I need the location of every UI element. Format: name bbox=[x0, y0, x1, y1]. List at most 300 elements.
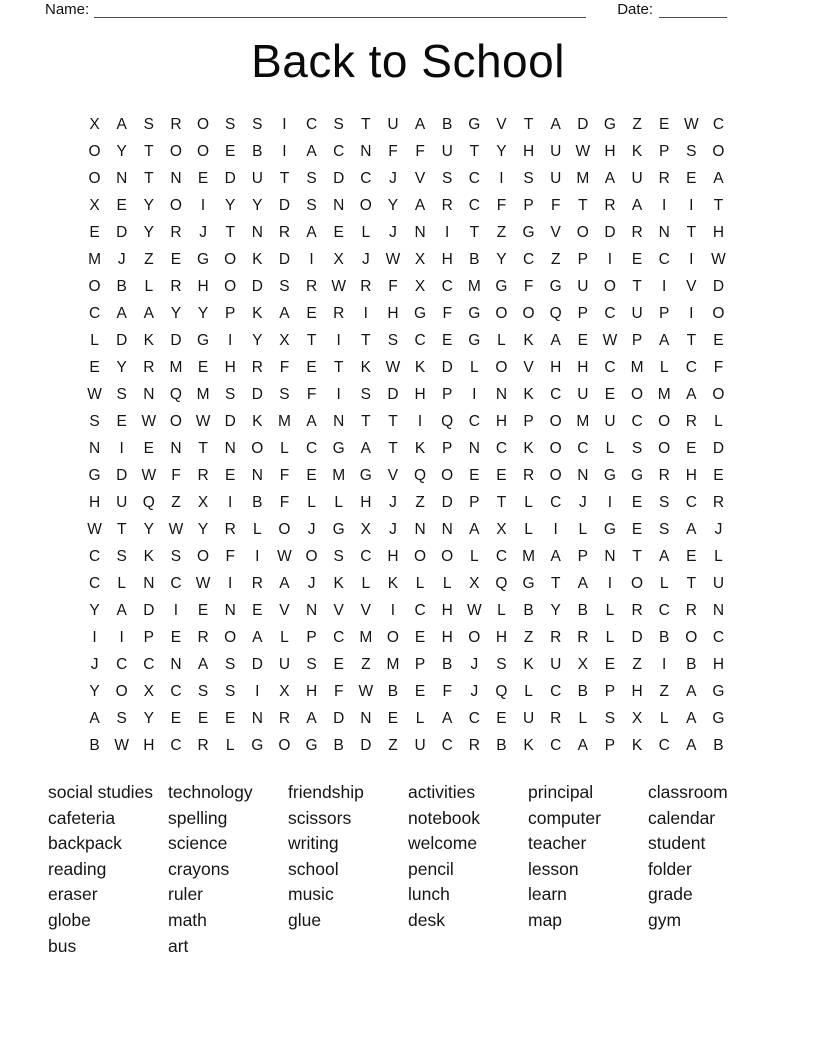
grid-letter: B bbox=[387, 682, 399, 700]
word-list-item: learn bbox=[528, 884, 567, 905]
grid-letter: A bbox=[469, 520, 480, 538]
grid-letter: B bbox=[686, 655, 697, 673]
grid-letter: M bbox=[576, 412, 590, 430]
grid-letter: H bbox=[387, 304, 399, 322]
grid-letter: A bbox=[659, 331, 670, 349]
grid-letter: R bbox=[522, 466, 535, 484]
grid-letter: Y bbox=[252, 331, 263, 349]
grid-letter: P bbox=[631, 331, 643, 349]
grid-letter: G bbox=[251, 736, 264, 754]
grid-letter: I bbox=[662, 196, 667, 214]
grid-letter: R bbox=[550, 628, 562, 646]
grid-letter: E bbox=[116, 196, 127, 214]
grid-letter: K bbox=[523, 655, 534, 673]
grid-letter: D bbox=[251, 277, 263, 295]
grid-letter: D bbox=[441, 358, 453, 376]
grid-letter: J bbox=[307, 574, 316, 592]
grid-letter: S bbox=[116, 709, 127, 727]
word-list-column bbox=[48, 780, 168, 959]
grid-letter: H bbox=[604, 142, 616, 160]
word-list-item: science bbox=[168, 833, 228, 854]
grid-letter: F bbox=[306, 385, 317, 403]
grid-letter: A bbox=[116, 115, 127, 133]
grid-letter: V bbox=[523, 358, 534, 376]
grid-letter: F bbox=[388, 142, 398, 160]
grid-letter: Y bbox=[197, 520, 209, 538]
grid-letter: W bbox=[358, 682, 374, 700]
grid-letter: C bbox=[333, 142, 345, 160]
grid-letter: E bbox=[713, 331, 724, 349]
date-label: Date: bbox=[617, 1, 654, 18]
grid-letter: S bbox=[197, 682, 209, 700]
grid-letter: Z bbox=[415, 493, 425, 511]
grid-letter: O bbox=[549, 412, 562, 430]
grid-letter: A bbox=[197, 655, 209, 673]
grid-letter: Y bbox=[170, 304, 182, 322]
grid-letter: Q bbox=[142, 493, 155, 511]
word-list-item: welcome bbox=[408, 833, 478, 854]
grid-letter: Y bbox=[89, 682, 100, 700]
grid-letter: L bbox=[605, 439, 615, 457]
grid-letter: R bbox=[278, 223, 291, 241]
grid-letter: G bbox=[712, 682, 725, 700]
grid-letter: L bbox=[659, 574, 669, 592]
grid-letter: L bbox=[307, 493, 316, 511]
grid-letter: X bbox=[577, 655, 588, 673]
grid-letter: O bbox=[169, 412, 182, 430]
word-list-item: eraser bbox=[48, 884, 98, 905]
grid-letter: D bbox=[116, 331, 128, 349]
grid-letter: S bbox=[225, 682, 236, 700]
grid-letter: D bbox=[712, 439, 725, 457]
grid-letter: K bbox=[523, 736, 534, 754]
grid-letter: P bbox=[577, 250, 588, 268]
grid-letter: L bbox=[497, 601, 506, 619]
grid-letter: E bbox=[116, 412, 127, 430]
grid-letter: H bbox=[88, 493, 101, 511]
grid-letter: I bbox=[607, 574, 613, 592]
grid-letter: D bbox=[170, 331, 182, 349]
word-list-item: glue bbox=[288, 909, 322, 930]
grid-letter: I bbox=[200, 196, 206, 214]
grid-letter: E bbox=[306, 358, 317, 376]
grid-letter: A bbox=[279, 574, 290, 592]
word-list-item: reading bbox=[48, 858, 107, 879]
grid-letter: F bbox=[388, 277, 398, 295]
grid-letter: J bbox=[389, 493, 397, 511]
word-list-item: pencil bbox=[408, 858, 454, 879]
grid-letter: L bbox=[280, 628, 289, 646]
grid-letter: I bbox=[445, 223, 450, 241]
grid-letter: S bbox=[143, 115, 154, 133]
grid-letter: P bbox=[414, 655, 426, 673]
grid-letter: S bbox=[116, 547, 127, 565]
grid-letter: X bbox=[360, 520, 371, 538]
grid-letter: F bbox=[279, 358, 290, 376]
grid-letter: W bbox=[466, 601, 482, 619]
grid-letter: O bbox=[712, 142, 725, 160]
grid-letter: C bbox=[712, 628, 725, 646]
word-list-item: activities bbox=[408, 782, 476, 802]
grid-letter: D bbox=[251, 655, 263, 673]
grid-letter: R bbox=[197, 466, 209, 484]
grid-letter: Q bbox=[441, 412, 454, 430]
grid-letter: O bbox=[631, 385, 644, 403]
grid-letter: O bbox=[278, 736, 291, 754]
grid-letter: I bbox=[282, 142, 287, 160]
grid-letter: G bbox=[414, 304, 427, 322]
grid-letter: T bbox=[198, 439, 208, 457]
grid-letter: N bbox=[712, 601, 725, 619]
grid-letter: A bbox=[306, 223, 317, 241]
grid-letter: T bbox=[686, 223, 697, 241]
grid-letter: S bbox=[252, 115, 263, 133]
grid-letter: P bbox=[469, 493, 480, 511]
grid-letter: S bbox=[442, 169, 453, 187]
grid-letter: A bbox=[306, 142, 317, 160]
grid-letter: D bbox=[143, 601, 155, 619]
grid-letter: I bbox=[336, 385, 341, 403]
grid-letter: O bbox=[495, 358, 508, 376]
grid-letter: A bbox=[116, 304, 127, 322]
grid-letter: C bbox=[550, 736, 562, 754]
grid-letter: P bbox=[523, 412, 534, 430]
grid-letter: O bbox=[441, 547, 454, 565]
grid-letter: B bbox=[333, 736, 344, 754]
word-list-item: teacher bbox=[528, 833, 587, 854]
grid-letter: I bbox=[499, 169, 504, 187]
grid-letter: G bbox=[522, 574, 535, 592]
grid-letter: E bbox=[89, 223, 100, 241]
grid-letter: L bbox=[415, 709, 425, 727]
grid-letter: C bbox=[305, 439, 318, 457]
grid-letter: U bbox=[116, 493, 128, 511]
grid-letter: F bbox=[442, 682, 452, 700]
grid-letter: U bbox=[441, 142, 453, 160]
grid-letter: V bbox=[360, 601, 371, 619]
grid-letter: I bbox=[553, 520, 558, 538]
grid-letter: A bbox=[686, 520, 697, 538]
grid-letter: O bbox=[603, 277, 616, 295]
grid-letter: T bbox=[632, 547, 642, 565]
grid-letter: V bbox=[333, 601, 344, 619]
grid-letter: A bbox=[686, 709, 697, 727]
word-list-item: notebook bbox=[408, 807, 481, 828]
grid-letter: H bbox=[712, 655, 725, 673]
grid-letter: M bbox=[277, 412, 291, 430]
grid-letter: E bbox=[577, 331, 588, 349]
grid-letter: A bbox=[252, 628, 263, 646]
grid-letter: C bbox=[333, 628, 345, 646]
grid-letter: P bbox=[604, 682, 616, 700]
grid-letter: W bbox=[385, 250, 401, 268]
word-list-column bbox=[648, 780, 768, 959]
word-list-column bbox=[168, 780, 288, 959]
grid-letter: S bbox=[306, 655, 317, 673]
grid-letter: T bbox=[523, 115, 534, 133]
grid-letter: O bbox=[224, 628, 237, 646]
grid-letter: F bbox=[523, 277, 534, 295]
date-blank-line bbox=[659, 2, 727, 18]
grid-letter: X bbox=[89, 196, 100, 214]
grid-letter: I bbox=[607, 493, 613, 511]
grid-letter: J bbox=[470, 655, 479, 673]
grid-letter: I bbox=[309, 250, 314, 268]
grid-letter: Y bbox=[116, 142, 127, 160]
grid-letter: F bbox=[550, 196, 561, 214]
grid-letter: R bbox=[685, 412, 697, 430]
grid-letter: W bbox=[141, 466, 157, 484]
grid-letter: R bbox=[143, 358, 155, 376]
grid-letter: S bbox=[116, 385, 127, 403]
grid-letter: R bbox=[197, 628, 209, 646]
grid-letter: O bbox=[169, 142, 182, 160]
grid-letter: H bbox=[685, 466, 697, 484]
word-list-item: crayons bbox=[168, 858, 230, 879]
grid-letter: C bbox=[116, 655, 128, 673]
grid-letter: K bbox=[143, 547, 154, 565]
grid-letter: A bbox=[686, 682, 697, 700]
grid-letter: G bbox=[332, 439, 345, 457]
word-list-item: grade bbox=[648, 884, 693, 905]
grid-letter: L bbox=[714, 412, 723, 430]
word-list-item: technology bbox=[168, 782, 253, 802]
grid-letter: O bbox=[658, 439, 671, 457]
grid-letter: Y bbox=[387, 196, 399, 214]
grid-letter: C bbox=[170, 574, 182, 592]
grid-letter: U bbox=[550, 655, 562, 673]
grid-letter: Z bbox=[361, 655, 371, 673]
grid-letter: F bbox=[171, 466, 181, 484]
grid-letter: E bbox=[604, 655, 616, 673]
grid-letter: A bbox=[659, 547, 670, 565]
grid-letter: C bbox=[495, 439, 508, 457]
grid-letter: X bbox=[279, 682, 290, 700]
grid-letter: K bbox=[631, 142, 643, 160]
grid-letter: W bbox=[683, 115, 699, 133]
grid-letter: D bbox=[278, 250, 291, 268]
grid-letter: W bbox=[195, 574, 211, 592]
grid-letter: C bbox=[604, 304, 616, 322]
grid-letter: H bbox=[305, 682, 318, 700]
word-list-item: lesson bbox=[528, 858, 579, 879]
grid-letter: D bbox=[360, 736, 372, 754]
grid-letter: J bbox=[578, 493, 587, 511]
grid-letter: R bbox=[224, 520, 236, 538]
grid-letter: N bbox=[305, 601, 318, 619]
grid-letter: E bbox=[496, 709, 507, 727]
grid-letter: L bbox=[361, 223, 371, 241]
grid-letter: Z bbox=[144, 250, 154, 268]
grid-letter: C bbox=[685, 358, 697, 376]
word-list-item: folder bbox=[648, 858, 692, 879]
grid-letter: G bbox=[603, 520, 616, 538]
grid-letter: U bbox=[604, 412, 616, 430]
grid-letter: B bbox=[577, 682, 588, 700]
grid-letter: E bbox=[89, 358, 100, 376]
grid-letter: Z bbox=[659, 682, 669, 700]
grid-letter: Q bbox=[414, 466, 427, 484]
grid-letter: I bbox=[607, 250, 613, 268]
grid-letter: C bbox=[88, 547, 101, 565]
grid-letter: K bbox=[414, 439, 426, 457]
grid-letter: O bbox=[522, 304, 535, 322]
grid-letter: B bbox=[659, 628, 670, 646]
grid-letter: A bbox=[360, 439, 371, 457]
grid-letter: L bbox=[524, 682, 533, 700]
grid-letter: M bbox=[657, 385, 671, 403]
grid-letter: L bbox=[524, 520, 533, 538]
grid-letter: L bbox=[470, 358, 479, 376]
word-list-item: school bbox=[288, 858, 339, 879]
grid-letter: U bbox=[577, 385, 589, 403]
grid-letter: L bbox=[578, 709, 588, 727]
grid-letter: N bbox=[468, 439, 480, 457]
grid-letter: C bbox=[170, 682, 182, 700]
grid-letter: I bbox=[255, 547, 260, 565]
grid-letter: Z bbox=[388, 736, 398, 754]
grid-letter: E bbox=[306, 466, 317, 484]
grid-letter: S bbox=[333, 115, 344, 133]
grid-letter: R bbox=[251, 358, 263, 376]
grid-letter: J bbox=[117, 250, 126, 268]
grid-letter: E bbox=[659, 115, 670, 133]
grid-letter: O bbox=[88, 169, 101, 187]
grid-letter: N bbox=[495, 385, 508, 403]
grid-letter: E bbox=[225, 142, 236, 160]
grid-letter: S bbox=[279, 277, 290, 295]
grid-letter: E bbox=[713, 466, 724, 484]
grid-letter: E bbox=[686, 547, 697, 565]
grid-letter: J bbox=[199, 223, 207, 241]
grid-letter: Y bbox=[116, 358, 127, 376]
grid-letter: L bbox=[415, 574, 425, 592]
grid-letter: I bbox=[336, 331, 341, 349]
grid-letter: Y bbox=[225, 196, 236, 214]
grid-letter: O bbox=[224, 277, 237, 295]
grid-letter: R bbox=[441, 196, 453, 214]
grid-letter: X bbox=[143, 682, 154, 700]
grid-letter: U bbox=[414, 736, 426, 754]
grid-letter: T bbox=[144, 142, 154, 160]
grid-letter: L bbox=[90, 331, 99, 349]
grid-letter: D bbox=[278, 196, 291, 214]
grid-letter: G bbox=[495, 277, 508, 295]
grid-letter: E bbox=[387, 709, 399, 727]
grid-letter: E bbox=[496, 466, 507, 484]
grid-letter: Z bbox=[496, 223, 507, 241]
grid-letter: A bbox=[306, 412, 317, 430]
grid-letter: E bbox=[197, 358, 209, 376]
grid-letter: A bbox=[442, 709, 453, 727]
grid-letter: N bbox=[658, 223, 670, 241]
grid-letter: O bbox=[115, 682, 128, 700]
grid-letter: L bbox=[659, 709, 669, 727]
grid-letter: T bbox=[333, 358, 344, 376]
word-list-item: friendship bbox=[288, 782, 364, 802]
grid-letter: J bbox=[307, 520, 316, 538]
grid-letter: I bbox=[255, 682, 260, 700]
word-list-item: principal bbox=[528, 782, 594, 802]
grid-letter: N bbox=[577, 466, 589, 484]
grid-letter: T bbox=[388, 439, 398, 457]
word-list-item: backpack bbox=[48, 833, 122, 854]
grid-letter: I bbox=[228, 574, 233, 592]
grid-letter: T bbox=[713, 196, 724, 214]
grid-letter: P bbox=[523, 196, 534, 214]
grid-letter: S bbox=[225, 655, 236, 673]
grid-letter: N bbox=[88, 439, 101, 457]
grid-letter: R bbox=[278, 709, 291, 727]
grid-letter: Q bbox=[169, 385, 182, 403]
grid-letter: F bbox=[442, 304, 452, 322]
grid-letter: G bbox=[631, 466, 644, 484]
grid-letter: M bbox=[359, 628, 373, 646]
grid-letter: I bbox=[662, 655, 667, 673]
grid-letter: T bbox=[686, 574, 697, 592]
grid-letter: Z bbox=[632, 115, 642, 133]
grid-letter: R bbox=[577, 628, 589, 646]
grid-letter: R bbox=[305, 277, 318, 295]
grid-letter: S bbox=[89, 412, 100, 430]
grid-letter: Q bbox=[495, 682, 508, 700]
grid-letter: R bbox=[170, 115, 182, 133]
grid-letter: N bbox=[143, 385, 155, 403]
grid-letter: N bbox=[414, 520, 426, 538]
grid-letter: Y bbox=[197, 304, 209, 322]
grid-letter: C bbox=[360, 169, 372, 187]
grid-letter: I bbox=[689, 250, 694, 268]
grid-letter: H bbox=[631, 682, 643, 700]
grid-letter: C bbox=[360, 547, 372, 565]
grid-letter: F bbox=[415, 142, 425, 160]
grid-letter: R bbox=[604, 196, 616, 214]
grid-letter: O bbox=[658, 412, 671, 430]
grid-letter: F bbox=[225, 547, 235, 565]
grid-letter: I bbox=[228, 493, 233, 511]
grid-letter: J bbox=[90, 655, 99, 673]
grid-letter: M bbox=[467, 277, 481, 295]
grid-letter: J bbox=[389, 520, 397, 538]
grid-letter: E bbox=[686, 439, 697, 457]
grid-letter: C bbox=[468, 709, 480, 727]
grid-letter: O bbox=[251, 439, 264, 457]
word-list-item: globe bbox=[48, 909, 91, 930]
grid-letter: B bbox=[442, 115, 453, 133]
grid-letter: C bbox=[88, 574, 101, 592]
grid-letter: Y bbox=[550, 601, 561, 619]
grid-letter: P bbox=[577, 547, 588, 565]
word-list-item: bus bbox=[48, 935, 77, 956]
grid-letter: L bbox=[334, 493, 343, 511]
word-list-item: calendar bbox=[648, 807, 716, 828]
grid-letter: C bbox=[631, 412, 643, 430]
grid-letter: M bbox=[630, 358, 644, 376]
grid-letter: S bbox=[360, 385, 371, 403]
grid-letter: H bbox=[441, 601, 453, 619]
grid-letter: Y bbox=[143, 709, 154, 727]
word-list-column bbox=[288, 780, 408, 959]
grid-letter: E bbox=[225, 709, 236, 727]
grid-letter: A bbox=[604, 169, 616, 187]
grid-letter: O bbox=[88, 142, 101, 160]
grid-letter: B bbox=[442, 655, 453, 673]
grid-letter: I bbox=[689, 304, 694, 322]
grid-letter: L bbox=[470, 547, 479, 565]
grid-letter: E bbox=[442, 331, 453, 349]
grid-letter: W bbox=[602, 331, 618, 349]
grid-letter: T bbox=[388, 412, 398, 430]
